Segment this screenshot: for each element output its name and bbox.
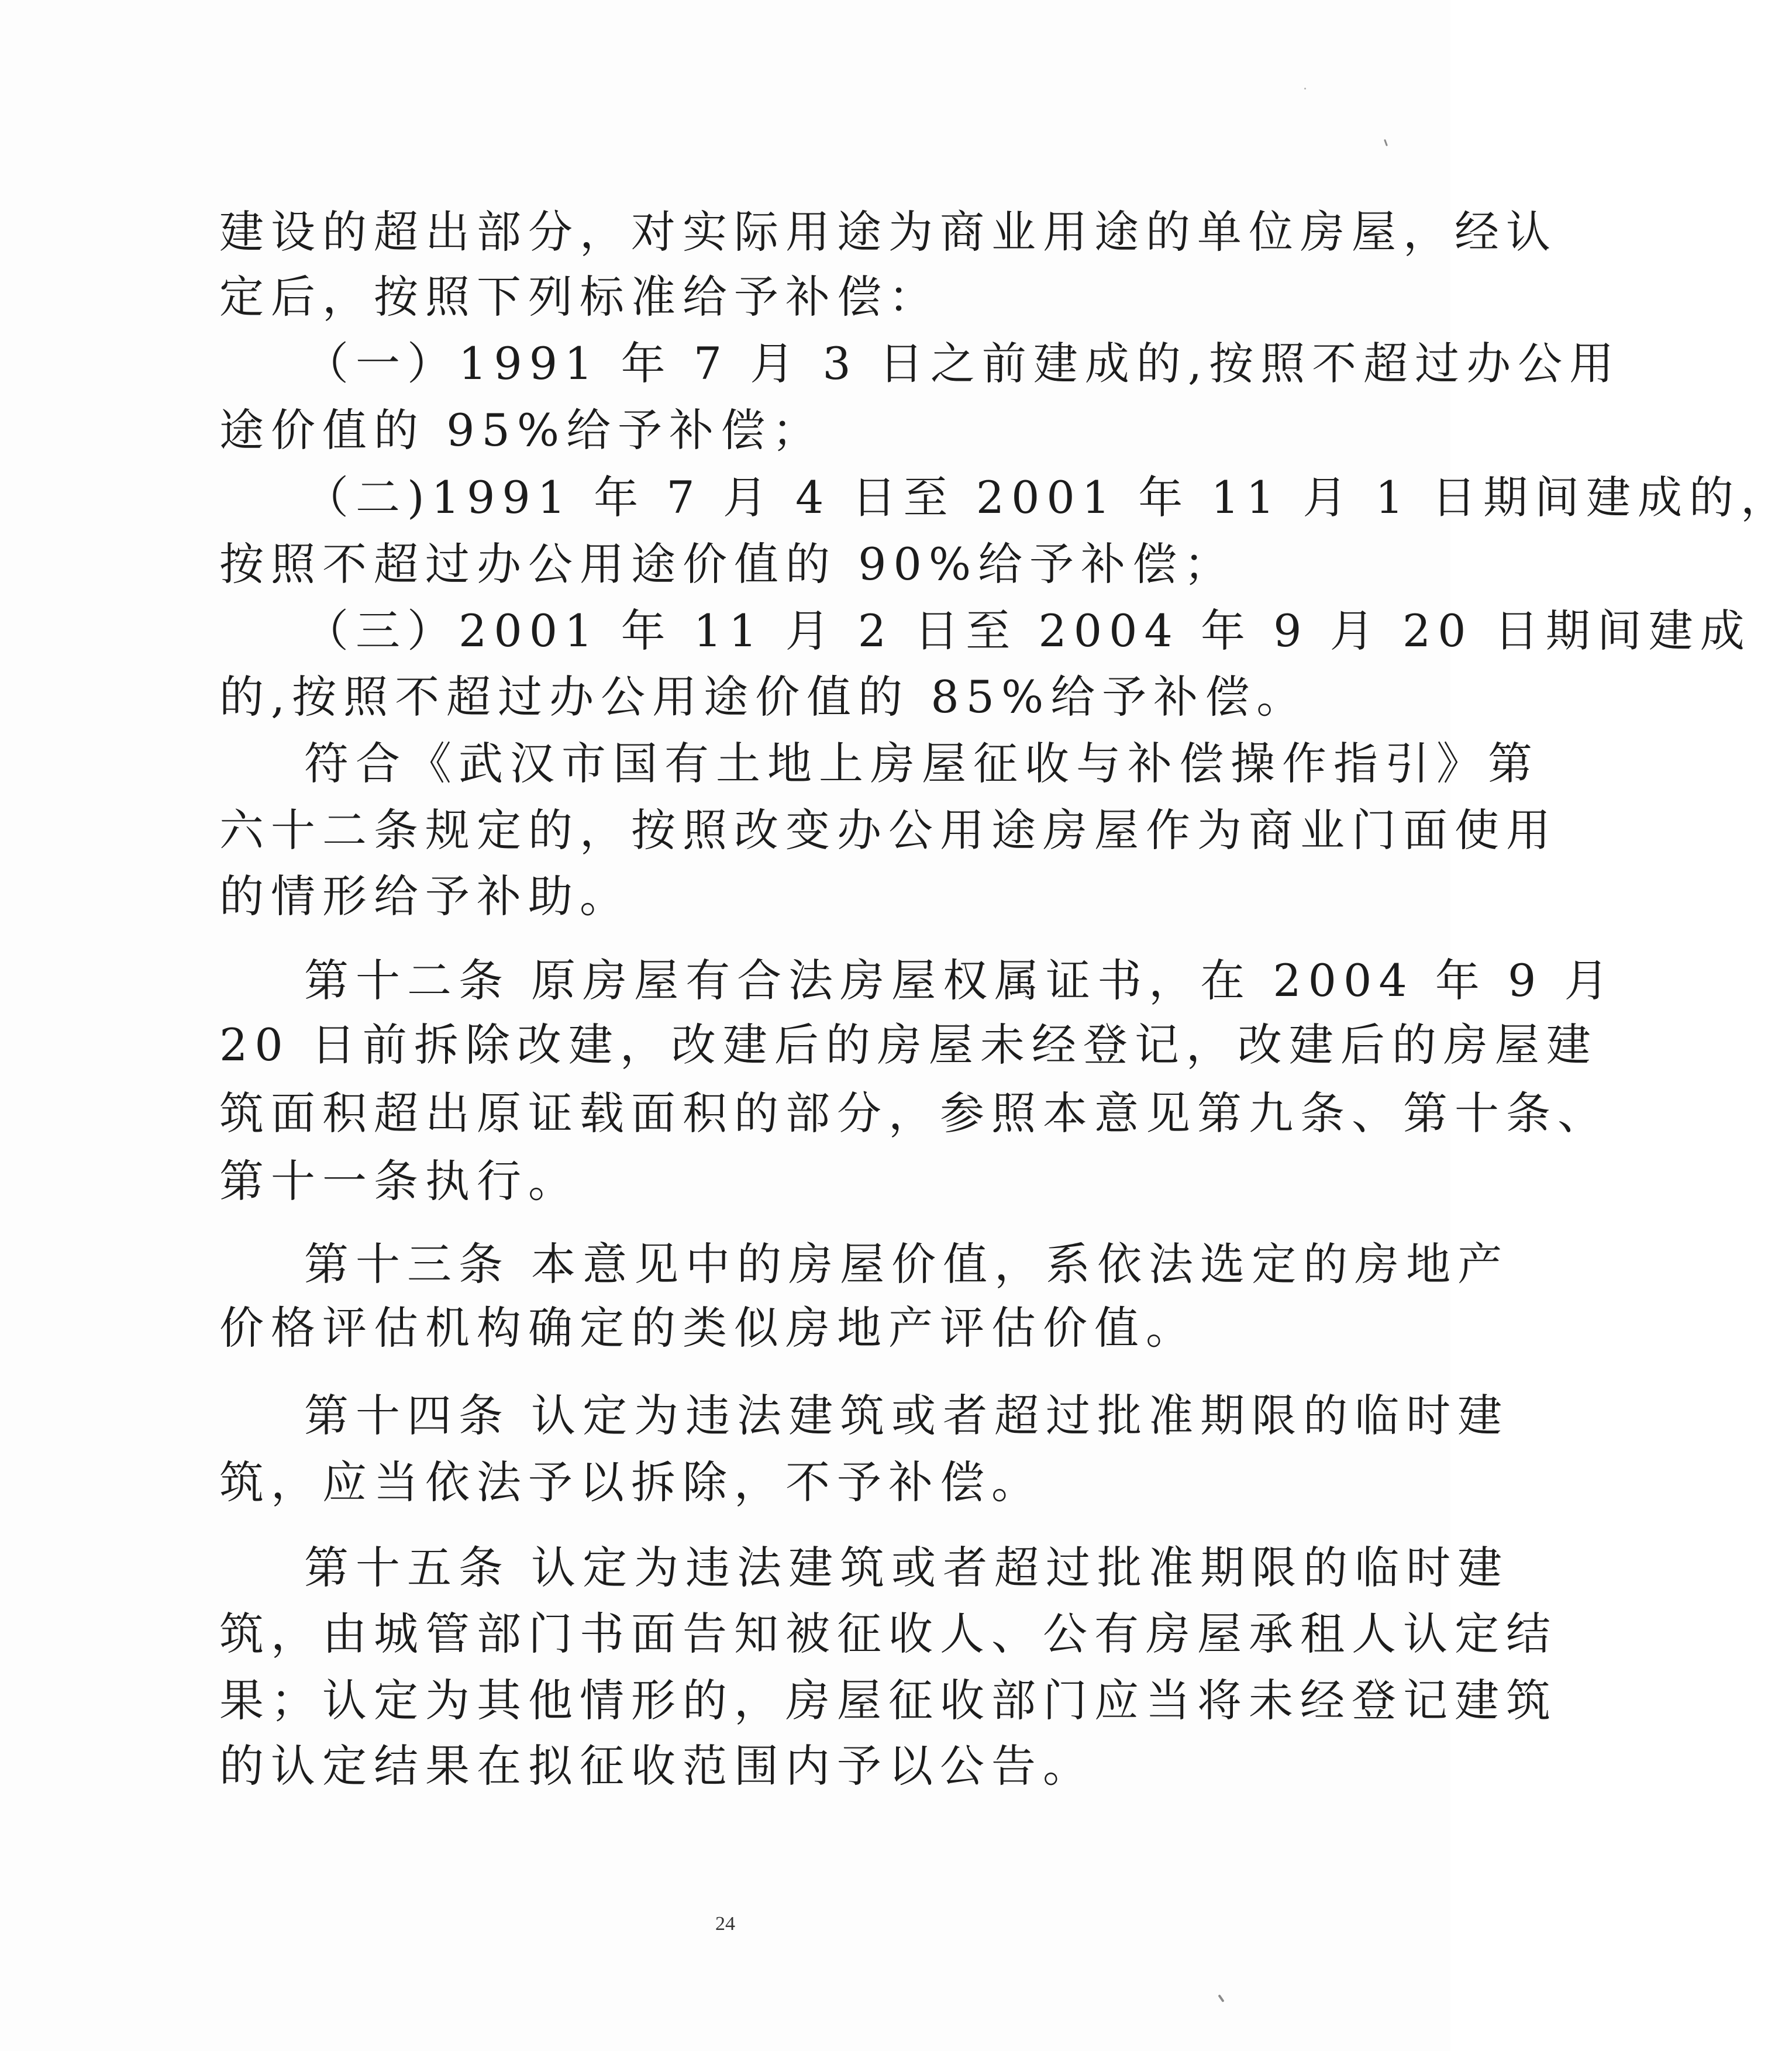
text-line-23: 的认定结果在拟征收范围内予以公告。: [219, 1740, 1094, 1792]
text-line-21: 筑，由城管部门书面告知被征收人、公有房屋承租人认定结: [219, 1608, 1557, 1660]
text-line-1: 建设的超出部分，对实际用途为商业用途的单位房屋，经认: [219, 206, 1557, 258]
text-line-15: 第十一条执行。: [219, 1155, 580, 1207]
text-line-16: 第十三条 本意见中的房屋价值，系依法选定的房地产: [304, 1238, 1510, 1290]
text-line-7: （三）2001 年 11 月 2 日至 2004 年 9 月 20 日期间建成: [304, 605, 1752, 657]
text-line-8: 的,按照不超过办公用途价值的 85%给予补偿。: [219, 671, 1308, 723]
text-line-19: 筑，应当依法予以拆除，不予补偿。: [219, 1456, 1043, 1508]
page-number: 24: [715, 1913, 735, 1935]
text-line-6: 按照不超过办公用途价值的 90%给予补偿；: [219, 538, 1236, 590]
text-line-4: 途价值的 95%给予补偿；: [219, 404, 824, 456]
text-line-5: （二)1991 年 7 月 4 日至 2001 年 11 月 1 日期间建成的，: [304, 471, 1792, 523]
text-line-10: 六十二条规定的，按照改变办公用途房屋作为商业门面使用: [219, 804, 1557, 856]
text-line-13: 20 日前拆除改建，改建后的房屋未经登记，改建后的房屋建: [219, 1019, 1598, 1071]
text-line-22: 果；认定为其他情形的，房屋征收部门应当将未经登记建筑: [219, 1674, 1557, 1726]
text-line-20: 第十五条 认定为违法建筑或者超过批准期限的临时建: [304, 1542, 1510, 1594]
text-line-2: 定后，按照下列标准给予补偿：: [219, 271, 940, 323]
text-line-11: 的情形给予补助。: [219, 870, 631, 922]
text-line-18: 第十四条 认定为违法建筑或者超过批准期限的临时建: [304, 1390, 1510, 1442]
text-line-17: 价格评估机构确定的类似房地产评估价值。: [219, 1302, 1197, 1354]
scan-mark-top: [1384, 139, 1388, 146]
scan-speck: [1304, 88, 1306, 89]
text-line-3: （一）1991 年 7 月 3 日之前建成的,按照不超过办公用: [304, 337, 1621, 389]
scan-mark-bottom: [1218, 1994, 1224, 2002]
text-line-12: 第十二条 原房屋有合法房屋权属证书，在 2004 年 9 月: [304, 954, 1616, 1006]
text-line-14: 筑面积超出原证载面积的部分，参照本意见第九条、第十条、: [219, 1087, 1609, 1139]
text-line-9: 符合《武汉市国有土地上房屋征收与补偿操作指引》第: [304, 737, 1539, 790]
